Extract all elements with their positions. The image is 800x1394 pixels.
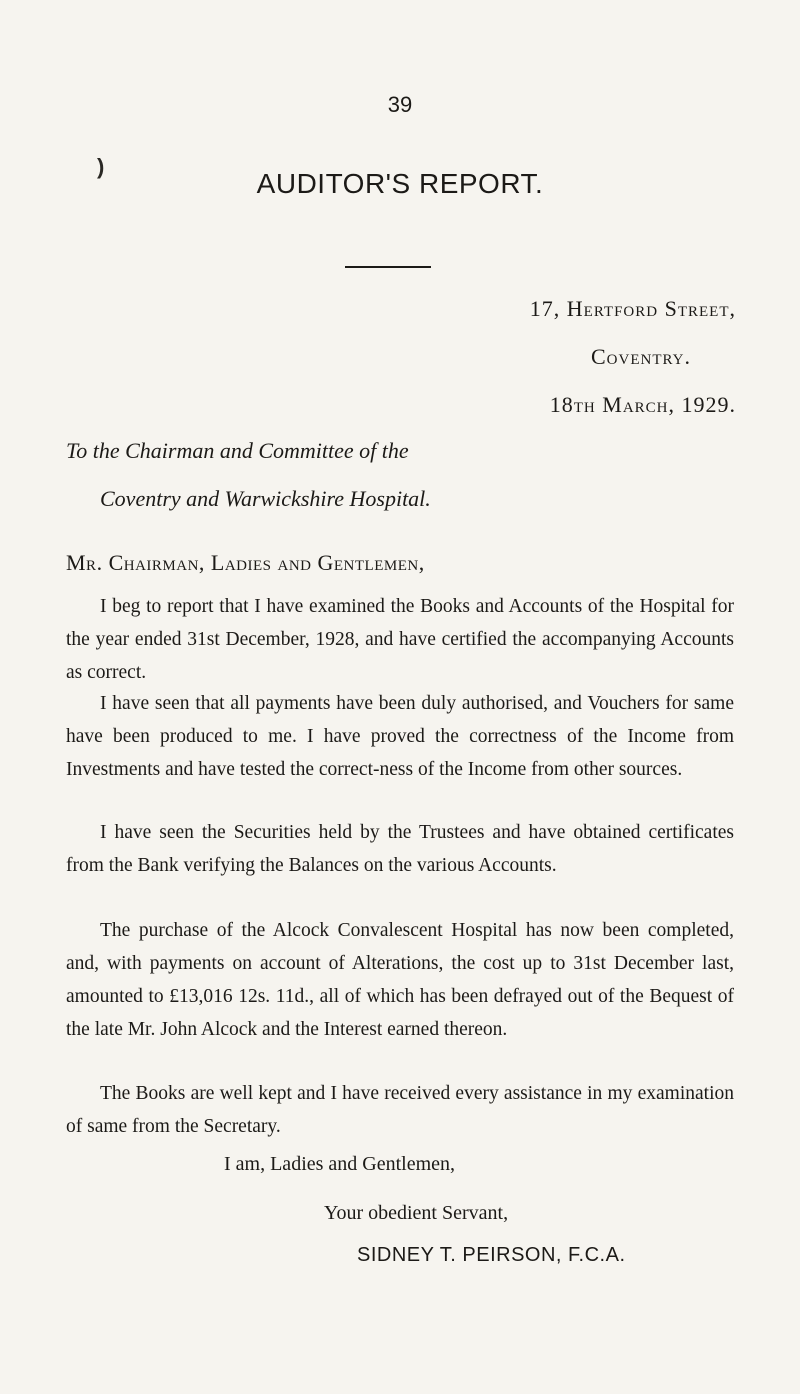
- closing-line-2: Your obedient Servant,: [324, 1202, 509, 1224]
- report-paragraph: The purchase of the Alcock Convalescent Hospital has now been completed, and, with payments on account of Alterations, the cost up to 31st December last, amounted to £13,016 12s. 11d., all of which has been defrayed out of the Bequest of the late Mr. John Alcock and the Interest earned thereon.: [66, 920, 734, 1040]
- margin-mark: ): [97, 154, 105, 179]
- report-paragraph: The Books are well kept and I have received every assistance in my examination of same from the Secretary.: [66, 1083, 734, 1137]
- addressee-line-2: Coventry and Warwickshire Hospital.: [100, 486, 431, 511]
- addressee-line-1: To the Chairman and Committee of the: [66, 438, 409, 463]
- report-paragraph: I beg to report that I have examined the Books and Accounts of the Hospital for the year ended 31st December, 1928, and have certified the accompanying Accounts as correct.: [66, 596, 734, 683]
- report-paragraph: I have seen that all payments have been duly authorised, and Vouchers for same have been produced to me. I have proved the correctness of the Income from Investments and have tested the correct-ness of the Income from other sources.: [66, 693, 734, 780]
- report-date: 18th March, 1929.: [549, 392, 736, 417]
- salutation: Mr. Chairman, Ladies and Gentlemen,: [66, 550, 425, 575]
- address-city: Coventry.: [590, 344, 691, 369]
- title-divider: [345, 266, 431, 268]
- page-number: 39: [387, 92, 413, 117]
- closing-line-1: I am, Ladies and Gentlemen,: [224, 1153, 456, 1175]
- report-paragraph: I have seen the Securities held by the Trustees and have obtained certificates from the Bank verifying the Balances on the various Accounts.: [66, 822, 734, 876]
- signature: SIDNEY T. PEIRSON, F.C.A.: [357, 1244, 626, 1266]
- report-title: AUDITOR'S REPORT.: [256, 168, 544, 199]
- address-street: 17, Hertford Street,: [529, 296, 736, 321]
